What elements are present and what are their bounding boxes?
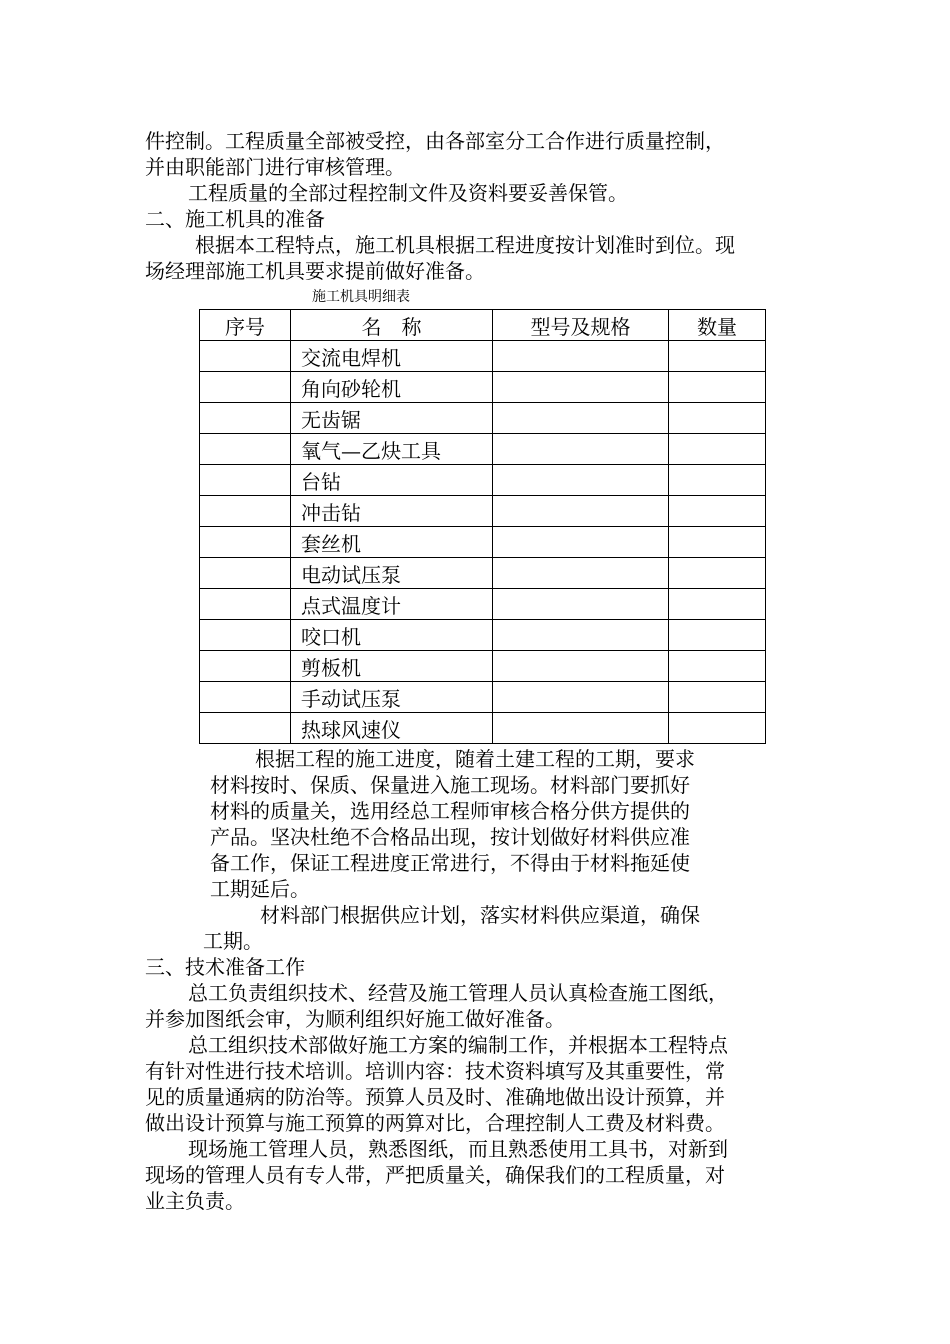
cell-number <box>200 589 291 620</box>
cell-name: 手动试压泵 <box>291 682 493 713</box>
cell-spec <box>493 651 669 682</box>
cell-name: 角向砂轮机 <box>291 372 493 403</box>
cell-name: 点式温度计 <box>291 589 493 620</box>
paragraph-line: 总工组织技术部做好施工方案的编制工作，并根据本工程特点 <box>188 1033 728 1057</box>
cell-quantity <box>669 558 766 589</box>
cell-quantity <box>669 620 766 651</box>
cell-spec <box>493 496 669 527</box>
cell-quantity <box>669 589 766 620</box>
cell-name: 无齿锯 <box>291 403 493 434</box>
cell-spec <box>493 372 669 403</box>
cell-name: 剪板机 <box>291 651 493 682</box>
section-heading: 二、施工机具的准备 <box>145 207 325 231</box>
cell-quantity <box>669 496 766 527</box>
paragraph-line: 场经理部施工机具要求提前做好准备。 <box>145 259 485 283</box>
paragraph-line: 总工负责组织技术、经营及施工管理人员认真检查施工图纸， <box>188 981 728 1005</box>
header-spec: 型号及规格 <box>493 310 669 341</box>
cell-name: 氧气—乙炔工具 <box>291 434 493 465</box>
cell-name: 热球风速仪 <box>291 713 493 744</box>
table-header-row <box>200 310 766 341</box>
cell-name: 交流电焊机 <box>291 341 493 372</box>
cell-spec <box>493 713 669 744</box>
table-row <box>200 341 766 372</box>
paragraph-line: 并参加图纸会审，为顺利组织好施工做好准备。 <box>145 1007 565 1031</box>
paragraph-line: 产品。坚决杜绝不合格品出现，按计划做好材料供应准 <box>210 825 690 849</box>
paragraph-line: 有针对性进行技术培训。培训内容：技术资料填写及其重要性，常 <box>145 1059 725 1083</box>
cell-number <box>200 341 291 372</box>
table-row <box>200 682 766 713</box>
table-row <box>200 620 766 651</box>
cell-number <box>200 403 291 434</box>
cell-quantity <box>669 465 766 496</box>
cell-spec <box>493 558 669 589</box>
paragraph-line: 工期。 <box>203 929 263 953</box>
cell-spec <box>493 403 669 434</box>
cell-name: 冲击钻 <box>291 496 493 527</box>
cell-number <box>200 372 291 403</box>
paragraph-line: 根据工程的施工进度，随着土建工程的工期，要求 <box>255 747 695 771</box>
cell-number <box>200 713 291 744</box>
cell-name: 电动试压泵 <box>291 558 493 589</box>
paragraph-line: 见的质量通病的防治等。预算人员及时、准确地做出设计预算，并 <box>145 1085 725 1109</box>
table-row <box>200 372 766 403</box>
section-heading: 三、技术准备工作 <box>145 955 305 979</box>
tools-table <box>199 309 766 744</box>
cell-quantity <box>669 713 766 744</box>
cell-quantity <box>669 434 766 465</box>
cell-quantity <box>669 527 766 558</box>
header-name: 名 称 <box>291 310 493 341</box>
paragraph-line: 备工作，保证工程进度正常进行，不得由于材料拖延使 <box>210 851 690 875</box>
cell-number <box>200 651 291 682</box>
header-number: 序号 <box>200 310 291 341</box>
header-quantity: 数量 <box>669 310 766 341</box>
paragraph-line: 材料按时、保质、保量进入施工现场。材料部门要抓好 <box>210 773 690 797</box>
paragraph-line: 做出设计预算与施工预算的两算对比，合理控制人工费及材料费。 <box>145 1111 725 1135</box>
cell-spec <box>493 465 669 496</box>
cell-number <box>200 496 291 527</box>
paragraph-line: 材料的质量关，选用经总工程师审核合格分供方提供的 <box>210 799 690 823</box>
cell-quantity <box>669 341 766 372</box>
paragraph-line: 并由职能部门进行审核管理。 <box>145 155 405 179</box>
cell-spec <box>493 434 669 465</box>
paragraph-line: 业主负责。 <box>145 1189 245 1213</box>
paragraph-line: 根据本工程特点，施工机具根据工程进度按计划准时到位。现 <box>195 233 735 257</box>
cell-number <box>200 434 291 465</box>
cell-name: 台钻 <box>291 465 493 496</box>
cell-number <box>200 558 291 589</box>
paragraph-line: 现场施工管理人员，熟悉图纸，而且熟悉使用工具书，对新到 <box>188 1137 728 1161</box>
table-row <box>200 527 766 558</box>
table-row <box>200 465 766 496</box>
paragraph-line: 现场的管理人员有专人带，严把质量关，确保我们的工程质量，对 <box>145 1163 725 1187</box>
table-row <box>200 651 766 682</box>
cell-spec <box>493 527 669 558</box>
cell-spec <box>493 341 669 372</box>
paragraph-line: 工程质量的全部过程控制文件及资料要妥善保管。 <box>188 181 628 205</box>
table-row <box>200 403 766 434</box>
cell-quantity <box>669 682 766 713</box>
cell-quantity <box>669 403 766 434</box>
cell-spec <box>493 682 669 713</box>
paragraph-line: 工期延后。 <box>210 877 310 901</box>
cell-number <box>200 465 291 496</box>
table-caption: 施工机具明细表 <box>312 289 410 305</box>
cell-number <box>200 527 291 558</box>
cell-quantity <box>669 372 766 403</box>
table-row <box>200 434 766 465</box>
table-row <box>200 558 766 589</box>
table-row <box>200 713 766 744</box>
cell-quantity <box>669 651 766 682</box>
cell-name: 咬口机 <box>291 620 493 651</box>
paragraph-line: 件控制。工程质量全部被受控，由各部室分工合作进行质量控制， <box>145 129 725 153</box>
table-row <box>200 496 766 527</box>
cell-spec <box>493 589 669 620</box>
cell-number <box>200 620 291 651</box>
cell-name: 套丝机 <box>291 527 493 558</box>
cell-number <box>200 682 291 713</box>
paragraph-line: 材料部门根据供应计划，落实材料供应渠道，确保 <box>260 903 700 927</box>
cell-spec <box>493 620 669 651</box>
table-row <box>200 589 766 620</box>
